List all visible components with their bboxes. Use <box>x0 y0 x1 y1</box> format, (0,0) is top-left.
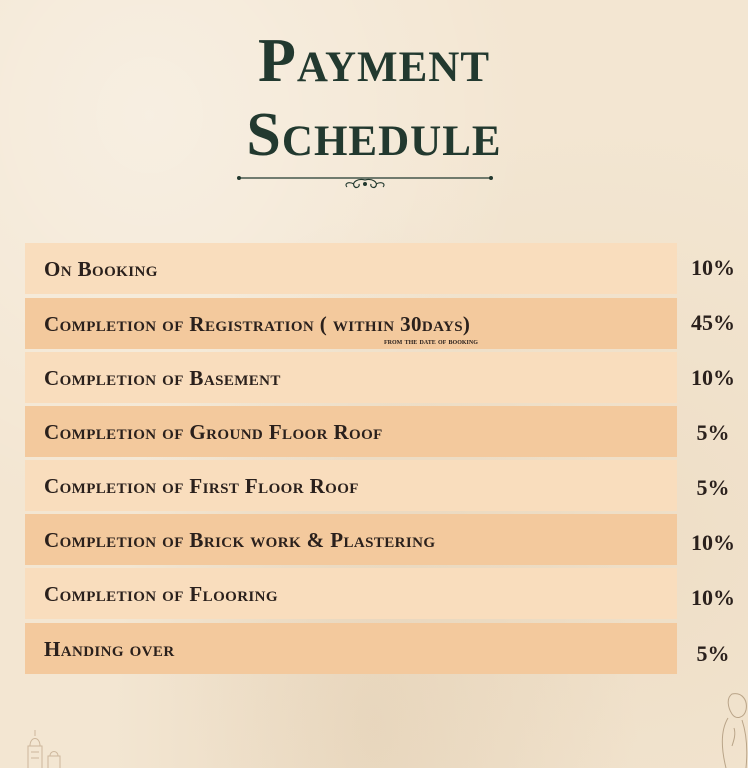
schedule-row <box>25 243 677 294</box>
stage-label: Completion of Brick work & Plastering <box>44 528 436 552</box>
stage-percent: 10% <box>691 255 735 280</box>
stage-percent: 10% <box>691 530 735 555</box>
figure-sketch-illustration <box>702 688 748 768</box>
stage-percent: 5% <box>696 475 730 500</box>
stage-label: Completion of Basement <box>44 366 281 390</box>
schedule-row <box>25 623 677 674</box>
schedule-row <box>25 460 677 511</box>
page-title-line-2: Schedule <box>246 101 502 169</box>
page-title-line-1: Payment <box>257 27 491 95</box>
schedule-row <box>25 352 677 403</box>
temple-sketch-illustration <box>20 722 120 768</box>
stage-percent: 5% <box>696 420 730 445</box>
stage-percent: 10% <box>691 365 735 390</box>
stage-label: Completion of Registration ( within 30days) <box>44 312 471 336</box>
stage-label: Completion of Ground Floor Roof <box>44 420 383 444</box>
stage-note: from the date of booking <box>384 336 478 346</box>
ornamental-divider <box>236 172 494 192</box>
stage-percent: 45% <box>691 310 735 335</box>
stage-label: Handing over <box>44 637 175 661</box>
schedule-row <box>25 298 677 349</box>
stage-label: On Booking <box>44 257 158 281</box>
stage-percent: 10% <box>691 585 735 610</box>
stage-percent: 5% <box>696 641 730 666</box>
stage-label: Completion of Flooring <box>44 582 278 606</box>
schedule-row <box>25 568 677 619</box>
schedule-row <box>25 514 677 565</box>
stage-label: Completion of First Floor Roof <box>44 474 359 498</box>
schedule-row <box>25 406 677 457</box>
